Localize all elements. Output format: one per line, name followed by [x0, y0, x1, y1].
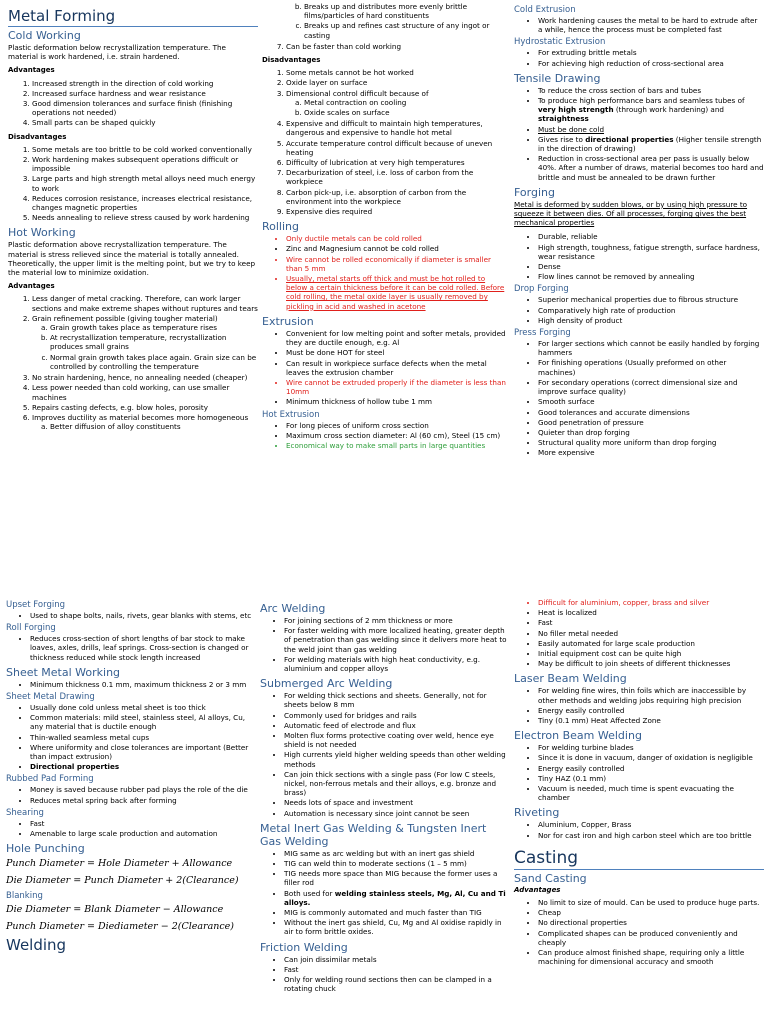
list-item: • Automation is necessary since joint cannot be seen — [284, 809, 510, 818]
list-item: • Durable, reliable — [538, 232, 764, 241]
list-item: • Good penetration of pressure — [538, 418, 764, 427]
list-item: • Molten flux forms protective coating over weld, hence eye shield is not needed — [284, 731, 510, 749]
mig-tig-heading: Metal Inert Gas Welding & Tungsten Inert Gas Welding — [260, 821, 487, 848]
list-item: • Directional properties — [30, 762, 258, 771]
list-item: 1. Increased strength in the direction of cold working — [32, 79, 258, 88]
list-item — [32, 413, 258, 431]
list-item: • TIG can weld thin to moderate sections (1 – 5 mm) — [284, 859, 510, 868]
list-item: 6. Difficulty of lubrication at very high temperatures — [286, 158, 508, 167]
list-item: • For long pieces of uniform cross section — [286, 421, 508, 430]
list-item: 2. Work hardening makes subsequent operations difficult or impossible — [32, 155, 258, 173]
page2-column-1 — [6, 600, 258, 957]
list-item: • MIG is commonly automated and much faster than TIG — [284, 908, 510, 917]
page1-column-1 — [8, 8, 258, 433]
forging-heading: Forging — [514, 185, 555, 199]
roll-forging-list — [6, 634, 258, 662]
list-item: b. Breaks up and distributes more evenly brittle films/particles of hard constituents — [304, 2, 508, 20]
friction-cont-list — [514, 598, 764, 668]
list-item — [32, 314, 258, 371]
page-bottom — [0, 512, 768, 1024]
list-item: 1. Some metals cannot be hot worked — [286, 68, 508, 77]
page2-column-3 — [514, 598, 764, 968]
list-item: • Wire cannot be extruded properly if the diameter is less than 10mm — [286, 378, 508, 396]
text-span: (through work hardening) and — [613, 105, 724, 115]
list-item: • MIG same as arc welding but with an inert gas shield — [284, 849, 510, 858]
friction-welding-heading: Friction Welding — [260, 940, 348, 954]
list-item: 4. Small parts can be shaped quickly — [32, 118, 258, 127]
hydrostatic-heading: Hydrostatic Extrusion — [514, 37, 606, 48]
list-item: 7. Can be faster than cold working — [286, 42, 508, 51]
list-item: • Only ductile metals can be cold rolled — [286, 234, 508, 243]
list-item: 3. No strain hardening, hence, no annealing needed (cheaper) — [32, 373, 258, 382]
riveting-list — [514, 820, 764, 839]
list-item: • For extruding brittle metals — [538, 48, 764, 57]
bold-text: welding stainless steels, Mg, Al, Cu and Ti alloys. — [284, 888, 506, 907]
list-item: • Must be done HOT for steel — [286, 348, 508, 357]
list-item: • Superior mechanical properties due to fibrous structure — [538, 295, 764, 304]
forging-desc: Metal is deformed by sudden blows, or by using high pressure to squeeze it between dies. Of all processes, forging gives the best mechanical properties — [514, 199, 748, 228]
continued-sublist — [262, 2, 508, 40]
shearing-list — [6, 819, 258, 838]
hot-working-adv-list — [8, 294, 258, 431]
text-span: Both used for — [284, 888, 335, 898]
list-item: 1. Less danger of metal cracking. Therefore, can work larger sections and make extreme shapes without ruptures and tears — [32, 294, 258, 312]
list-item: • Heat is localized — [538, 608, 764, 617]
list-item: • Economical way to make small parts in large quantities — [286, 441, 508, 450]
list-item: 5. Accurate temperature control difficult because of uneven heating — [286, 139, 508, 157]
list-item: • For welding thick sections and sheets. Generally, not for sheets below 8 mm — [284, 691, 510, 709]
list-item: • No filler metal needed — [538, 629, 764, 638]
list-item: • Fast — [284, 965, 510, 974]
list-item: 3. Large parts and high strength metal alloys need much energy to work — [32, 174, 258, 192]
list-item: a. Better diffusion of alloy constituents — [50, 422, 258, 431]
list-item: b. Oxide scales on surface — [304, 108, 508, 117]
rubber-pad-list — [6, 785, 258, 804]
welding-title: Welding — [6, 936, 67, 955]
list-item: • Automatic feed of electrode and flux — [284, 721, 510, 730]
list-item: • Minimum thickness 0.1 mm, maximum thickness 2 or 3 mm — [30, 680, 258, 689]
list-item: • Common materials: mild steel, stainless steel, Al alloys, Cu, any material that is ductile enough — [30, 713, 258, 731]
riveting-heading: Riveting — [514, 806, 560, 820]
list-item: • Thin-walled seamless metal cups — [30, 733, 258, 742]
roll-forging-heading: Roll Forging — [6, 623, 56, 634]
submerged-arc-list — [260, 691, 510, 818]
list-item: 4. Less power needed than cold working, can use smaller machines — [32, 383, 258, 401]
list-item: • High currents yield higher welding speeds than other welding methods — [284, 750, 510, 768]
list-item: • For achieving high reduction of cross-sectional area — [538, 59, 764, 68]
list-item: b. At recrystallization temperature, recrystallization produces small grains — [50, 333, 258, 351]
list-item: • Zinc and Magnesium cannot be cold rolled — [286, 244, 508, 253]
sand-casting-list — [514, 898, 764, 966]
list-item: • For welding turbine blades — [538, 743, 764, 752]
list-item: • Smooth surface — [538, 397, 764, 406]
list-item: 3. Good dimension tolerances and surface finish (finishing operations not needed) — [32, 99, 258, 117]
list-item: • More expensive — [538, 448, 764, 457]
metal-forming-title: Metal Forming — [8, 8, 258, 27]
bold-text: directional properties — [585, 134, 674, 144]
sheet-metal-working-heading: Sheet Metal Working — [6, 665, 121, 679]
list-item: • To reduce the cross section of bars and tubes — [538, 86, 764, 95]
list-item: • Structural quality more uniform than drop forging — [538, 438, 764, 447]
list-item: • Needs lots of space and investment — [284, 798, 510, 807]
text-span: Gives rise to — [538, 134, 586, 144]
list-item: • Money is saved because rubber pad plays the role of the die — [30, 785, 258, 794]
hot-working-desc: Plastic deformation above recrystallization temperature. The material is stress relieved since the material is totally annealed. Theoretically, the upper limit is the melting point, but we try to keep the material low to minimize oxidation. — [8, 240, 256, 278]
list-item: • For joining sections of 2 mm thickness or more — [284, 616, 510, 625]
list-item: • High density of product — [538, 316, 764, 325]
die-formula: Die Diameter = Punch Diameter + 2(Clearance) — [6, 875, 239, 887]
list-item: • Reduction in cross-sectional area per pass is usually below 40%. After a number of draws, material becomes too hard and brittle and must be annealed to be drawn further — [538, 154, 764, 182]
list-item: • Can join dissimilar metals — [284, 955, 510, 964]
list-item-text: Improves ductility as material becomes more homogeneous — [32, 412, 249, 422]
list-item: • Fast — [30, 819, 258, 828]
list-item — [286, 89, 508, 118]
sand-casting-heading: Sand Casting — [514, 871, 587, 885]
list-item — [284, 889, 510, 907]
list-item: • Used to shape bolts, nails, rivets, gear blanks with stems, etc — [30, 611, 258, 620]
list-item: • For welding materials with high heat conductivity, e.g. aluminium and copper alloys — [284, 655, 510, 673]
list-item: • No directional properties — [538, 918, 764, 927]
hot-working-dis-label: Disadvantages — [262, 56, 321, 65]
list-item: 2. Increased surface hardness and wear resistance — [32, 89, 258, 98]
list-item: • Tiny (0.1 mm) Heat Affected Zone — [538, 716, 764, 725]
list-item: • For welding fine wires, thin foils which are inaccessible by other methods and welding jobs requiring high precision — [538, 686, 764, 704]
hot-extrusion-list — [262, 421, 508, 451]
list-item: 4. Reduces corrosion resistance, increases electrical resistance, changes magnetic properties — [32, 194, 258, 212]
list-item: • Nor for cast iron and high carbon steel which are too brittle — [538, 831, 764, 840]
electron-beam-heading: Electron Beam Welding — [514, 729, 642, 743]
page1-column-2 — [262, 2, 508, 452]
list-item: a. Metal contraction on cooling — [304, 98, 508, 107]
list-item: 5. Repairs casting defects, e.g. blow holes, porosity — [32, 403, 258, 412]
laser-beam-list — [514, 686, 764, 725]
list-item: • Maximum cross section diameter: Al (60 cm), Steel (15 cm) — [286, 431, 508, 440]
list-item: • Fast — [538, 618, 764, 627]
cold-extrusion-heading: Cold Extrusion — [514, 5, 576, 15]
list-item: • Work hardening causes the metal to be hard to extrude after a while, hence the process must be completed fast — [538, 16, 764, 34]
list-item-text: Dimensional control difficult because of — [286, 88, 429, 98]
blanking-heading: Blanking — [6, 891, 43, 902]
list-item: 4. Expensive and difficult to maintain high temperatures, dangerous and expensive to handle hot metal — [286, 119, 508, 137]
continued-list — [262, 42, 508, 51]
extrusion-list — [262, 329, 508, 407]
electron-beam-list — [514, 743, 764, 802]
text-span: To produce high performance bars and seamless tubes of — [538, 96, 745, 106]
list-item: 1. Some metals are too brittle to be cold worked conventionally — [32, 145, 258, 154]
list-item: • Vacuum is needed, much time is spent evacuating the chamber — [538, 784, 764, 802]
blank-punch-formula: Punch Diameter = Diediameter − 2(Clearance) — [6, 921, 235, 933]
hot-extrusion-heading: Hot Extrusion — [262, 409, 320, 420]
rolling-heading: Rolling — [262, 220, 300, 234]
rubber-pad-heading: Rubbed Pad Forming — [6, 774, 94, 785]
drop-forging-heading: Drop Forging — [514, 284, 569, 295]
list-item: • Tiny HAZ (0.1 mm) — [538, 774, 764, 783]
tensile-drawing-heading: Tensile Drawing — [514, 71, 601, 85]
list-item: • For larger sections which cannot be easily handled by forging hammers — [538, 339, 764, 357]
arc-welding-heading: Arc Welding — [260, 602, 326, 615]
forging-list — [514, 232, 764, 281]
tensile-drawing-list — [514, 86, 764, 182]
list-item: c. Breaks up and refines cast structure of any ingot or casting — [304, 21, 508, 39]
cold-working-heading: Cold Working — [8, 29, 81, 42]
hot-working-dis-list — [262, 68, 508, 216]
list-item: • Cheap — [538, 908, 764, 917]
laser-beam-heading: Laser Beam Welding — [514, 672, 627, 686]
list-item: • Amenable to large scale production and automation — [30, 829, 258, 838]
punch-formula: Punch Diameter = Hole Diameter + Allowance — [6, 858, 233, 870]
list-item: 7. Decarburization of steel, i.e. loss of carbon from the workpiece — [286, 168, 508, 186]
list-item: • Commonly used for bridges and rails — [284, 711, 510, 720]
list-item: • Aluminium, Copper, Brass — [538, 820, 764, 829]
list-item: • For finishing operations (Usually preformed on other machines) — [538, 358, 764, 376]
list-item: • Good tolerances and accurate dimensions — [538, 408, 764, 417]
page2-column-2 — [260, 602, 510, 996]
list-item: • Initial equipment cost can be quite high — [538, 649, 764, 658]
list-item-text: Grain refinement possible (giving tougher material) — [32, 313, 218, 323]
friction-welding-list — [260, 955, 510, 994]
list-item: c. Normal grain growth takes place again. Grain size can be controlled by controlling the temperature — [50, 353, 258, 371]
list-item: • Can join thick sections with a single pass (For low C steels, nickel, non-ferrous metals and their alloys, e.g. bronze and brass) — [284, 770, 510, 798]
list-item: 2. Oxide layer on surface — [286, 78, 508, 87]
press-forging-heading: Press Forging — [514, 328, 571, 339]
list-item: • Minimum thickness of hollow tube 1 mm — [286, 397, 508, 406]
list-item: • Since it is done in vacuum, danger of oxidation is negligible — [538, 753, 764, 762]
list-item: • Flow lines cannot be removed by annealing — [538, 272, 764, 281]
list-item: • Where uniformity and close tolerances are important (Better than impact extrusion) — [30, 743, 258, 761]
casting-title: Casting — [514, 848, 764, 870]
rolling-list — [262, 234, 508, 311]
list-item: • Convenient for low melting point and softer metals, provided they are ductile enough, e.g. Al — [286, 329, 508, 347]
hydrostatic-list — [514, 48, 764, 67]
mig-tig-list — [260, 849, 510, 937]
list-item: • Comparatively high rate of production — [538, 306, 764, 315]
cold-working-dis-label: Disadvantages — [8, 132, 67, 141]
sheet-metal-drawing-heading: Sheet Metal Drawing — [6, 692, 95, 703]
list-item: • Usually, metal starts off thick and must be hot rolled to below a certain thickness before it can be cold rolled. Before cold rolling, the metal oxide layer is usually removed by pickling in acid and washed in acetone — [286, 274, 508, 311]
upset-forging-heading: Upset Forging — [6, 600, 65, 610]
drop-forging-list — [514, 295, 764, 325]
list-item: • Energy easily controlled — [538, 764, 764, 773]
list-item: • Complicated shapes can be produced conveniently and cheaply — [538, 929, 764, 947]
list-item: • Can result in workpiece surface defects when the metal leaves the extrusion chamber — [286, 359, 508, 377]
list-item: • For faster welding with more localized heating, greater depth of penetration than gas welding since it delivers more heat to the weld joint than gas welding — [284, 626, 510, 654]
sheet-metal-drawing-list — [6, 703, 258, 771]
list-item: • TIG needs more space than MIG because the former uses a filler rod — [284, 869, 510, 887]
list-item: • Reduces cross-section of short lengths of bar stock to make loaves, axles, drills, leaf springs. Cross-section is changed or thickness reduced while stock length increased — [30, 634, 258, 662]
press-forging-list — [514, 339, 764, 457]
arc-welding-list — [260, 616, 510, 673]
hole-punching-heading: Hole Punching — [6, 842, 85, 856]
list-item — [538, 96, 764, 124]
upset-forging-list — [6, 611, 258, 620]
cold-working-adv-list — [8, 79, 258, 128]
list-item: • May be difficult to join sheets of different thicknesses — [538, 659, 764, 668]
sheet-metal-working-list — [6, 680, 258, 689]
list-item — [538, 135, 764, 153]
list-item: • Can produce almost finished shape, requiring only a little machining for dimensional accuracy and smooth — [538, 948, 764, 966]
blank-die-formula: Die Diameter = Blank Diameter − Allowance — [6, 904, 224, 916]
list-item: a. Grain growth takes place as temperature rises — [50, 323, 258, 332]
submerged-arc-heading: Submerged Arc Welding — [260, 677, 393, 691]
list-item: • Reduces metal spring back after forming — [30, 796, 258, 805]
list-item: • High strength, toughness, fatigue strength, surface hardness, wear resistance — [538, 243, 764, 261]
list-item: • For secondary operations (correct dimensional size and improve surface quality) — [538, 378, 764, 396]
list-item: • Without the inert gas shield, Cu, Mg and Al oxidise rapidly in air to form brittle oxides. — [284, 918, 510, 936]
list-item: • Easily automated for large scale production — [538, 639, 764, 648]
cold-working-adv-label: Advantages — [8, 66, 55, 75]
text-span: (Higher tensile strength in the direction of drawing) — [538, 134, 762, 154]
shearing-heading: Shearing — [6, 807, 44, 818]
list-item: • Dense — [538, 262, 764, 271]
page1-column-3 — [514, 5, 764, 460]
list-item: • Energy easily controlled — [538, 706, 764, 715]
list-item: 9. Expensive dies required — [286, 207, 508, 216]
bold-text: very high strength — [538, 105, 614, 115]
bold-text: straightness — [538, 114, 589, 124]
list-item: • Only for welding round sections then can be clamped in a rotating chuck — [284, 975, 510, 993]
list-item: • Quieter than drop forging — [538, 428, 764, 437]
cold-extrusion-list — [514, 16, 764, 34]
list-item: • Difficult for aluminium, copper, brass and silver — [538, 598, 764, 607]
sand-casting-adv-label: Advantages — [514, 885, 561, 894]
cold-working-dis-list — [8, 145, 258, 223]
list-item: • Usually done cold unless metal sheet is too thick — [30, 703, 258, 712]
list-item: 8. Carbon pick-up, i.e. absorption of carbon from the environment into the workpiece — [286, 188, 508, 206]
list-item: • Must be done cold — [538, 125, 764, 134]
hot-working-adv-label: Advantages — [8, 282, 55, 291]
cold-working-desc: Plastic deformation below recrystallization temperature. The material is work hardened, i.e. strain hardened. — [8, 43, 226, 62]
list-item: • Wire cannot be rolled economically if diameter is smaller than 5 mm — [286, 255, 508, 273]
list-item: 5. Needs annealing to relieve stress caused by work hardening — [32, 213, 258, 222]
extrusion-heading: Extrusion — [262, 314, 314, 328]
list-item: • No limit to size of mould. Can be used to produce huge parts. — [538, 898, 764, 907]
hot-working-heading: Hot Working — [8, 226, 76, 240]
